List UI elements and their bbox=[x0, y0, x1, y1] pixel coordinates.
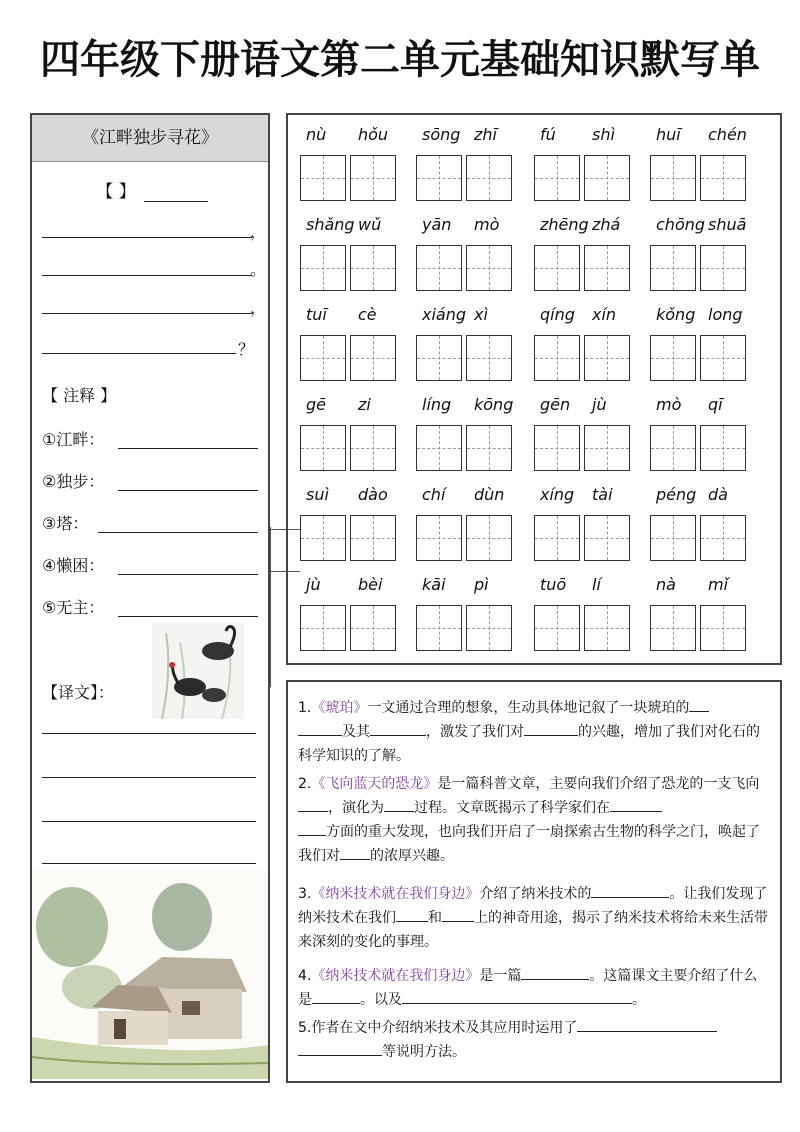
q1-blank-3[interactable] bbox=[370, 721, 426, 736]
note-item bbox=[42, 553, 264, 575]
note-label: ⑤无主： bbox=[42, 598, 105, 617]
poem-panel bbox=[30, 113, 270, 1083]
tianzi-box[interactable] bbox=[466, 515, 512, 561]
q3-book-title: 《纳米技术就在我们身边》 bbox=[311, 886, 480, 902]
tianzi-box[interactable] bbox=[300, 515, 346, 561]
pinyin-syllable: chōng bbox=[656, 215, 706, 234]
poem-punct-3: ， bbox=[250, 298, 267, 317]
question-1 bbox=[298, 696, 768, 768]
note-blank[interactable] bbox=[118, 490, 258, 491]
pinyin-syllable: long bbox=[708, 305, 743, 324]
pinyin-syllable: huī bbox=[656, 125, 681, 144]
q2-num: 2. bbox=[298, 776, 312, 792]
question-4 bbox=[298, 964, 768, 1012]
tianzi-box[interactable] bbox=[650, 515, 696, 561]
q3-blank-2[interactable] bbox=[396, 907, 428, 922]
tianzi-box[interactable] bbox=[534, 155, 580, 201]
q1-text-d: 的兴趣，增加了我们对化石的科学知识的了解。 bbox=[298, 724, 760, 764]
tianzi-box[interactable] bbox=[416, 515, 462, 561]
tianzi-box[interactable] bbox=[584, 515, 630, 561]
note-blank[interactable] bbox=[118, 574, 258, 575]
pinyin-syllable: kāi bbox=[422, 575, 446, 594]
pinyin-panel bbox=[286, 113, 782, 665]
pinyin-syllable: dà bbox=[708, 485, 728, 504]
pinyin-syllable: shuā bbox=[708, 215, 747, 234]
q3-text-b: 。让我们发现了纳米技术在我们 bbox=[298, 886, 768, 926]
q3-blank-1[interactable] bbox=[591, 883, 669, 898]
tianzi-box[interactable] bbox=[466, 335, 512, 381]
poem-line-3[interactable] bbox=[42, 293, 252, 314]
poem-punct-1: ， bbox=[250, 222, 267, 241]
tianzi-box[interactable] bbox=[416, 605, 462, 651]
pinyin-syllable: xì bbox=[474, 305, 488, 324]
q2-blank-5[interactable] bbox=[340, 845, 370, 860]
poem-punct-4: ？ bbox=[238, 340, 255, 359]
translation-line[interactable] bbox=[42, 821, 256, 822]
q4-num: 4. bbox=[298, 968, 312, 984]
pinyin-syllable: yān bbox=[422, 215, 452, 234]
note-label: ④懒困： bbox=[42, 556, 105, 575]
pinyin-syllable: zhēng bbox=[540, 215, 589, 234]
pinyin-syllable: tài bbox=[592, 485, 613, 504]
pinyin-syllable: chén bbox=[708, 125, 747, 144]
q2-book-title: 《飞向蓝天的恐龙》 bbox=[311, 776, 438, 792]
translation-line[interactable] bbox=[42, 777, 256, 778]
q3-text-c: 和 bbox=[428, 910, 442, 926]
tianzi-box[interactable] bbox=[534, 425, 580, 471]
tianzi-box[interactable] bbox=[534, 335, 580, 381]
tianzi-box[interactable] bbox=[584, 425, 630, 471]
q2-blank-3[interactable] bbox=[610, 797, 662, 812]
pinyin-syllable: pì bbox=[474, 575, 489, 594]
tianzi-box[interactable] bbox=[700, 425, 746, 471]
question-5 bbox=[298, 1016, 768, 1064]
pinyin-syllable: xiáng bbox=[422, 305, 467, 324]
pinyin-syllable: gē bbox=[306, 395, 326, 414]
q2-blank-1[interactable] bbox=[298, 797, 328, 812]
translation-line[interactable] bbox=[42, 863, 256, 864]
tianzi-box[interactable] bbox=[350, 605, 396, 651]
tianzi-box[interactable] bbox=[700, 155, 746, 201]
q2-text-a: 是一篇科普文章，主要向我们介绍了恐龙的一支飞向 bbox=[437, 776, 760, 792]
note-blank[interactable] bbox=[118, 448, 258, 449]
q4-text-c: 。以及 bbox=[360, 992, 402, 1008]
pinyin-syllable: bèi bbox=[358, 575, 383, 594]
q4-text-a: 是一篇 bbox=[479, 968, 522, 984]
note-item bbox=[42, 595, 264, 617]
questions-panel bbox=[286, 680, 782, 1083]
pinyin-syllable: zhī bbox=[474, 125, 497, 144]
pinyin-syllable: fú bbox=[540, 125, 556, 144]
pinyin-syllable: jù bbox=[592, 395, 607, 414]
birds-illustration bbox=[152, 623, 244, 719]
tianzi-box[interactable] bbox=[300, 425, 346, 471]
note-label: ①江畔： bbox=[42, 430, 105, 449]
tianzi-box[interactable] bbox=[416, 335, 462, 381]
pinyin-syllable: kōng bbox=[474, 395, 514, 414]
pinyin-syllable: xíng bbox=[540, 485, 575, 504]
pinyin-syllable: shǎng bbox=[306, 215, 355, 234]
pinyin-syllable: nà bbox=[656, 575, 676, 594]
q1-text-b: 及其 bbox=[342, 724, 370, 740]
q2-text-e: 的浓厚兴趣。 bbox=[370, 848, 454, 864]
q1-blank-4[interactable] bbox=[524, 721, 578, 736]
tianzi-box[interactable] bbox=[466, 605, 512, 651]
pinyin-syllable: chí bbox=[422, 485, 446, 504]
pinyin-syllable: nù bbox=[306, 125, 327, 144]
q3-blank-3[interactable] bbox=[442, 907, 474, 922]
pinyin-syllable: sōng bbox=[422, 125, 461, 144]
panel-divider bbox=[270, 527, 271, 687]
q2-blank-4[interactable] bbox=[298, 821, 326, 836]
tianzi-box[interactable] bbox=[300, 605, 346, 651]
poem-author-row bbox=[32, 177, 272, 202]
poem-line-1[interactable] bbox=[42, 217, 252, 238]
pinyin-syllable: jù bbox=[306, 575, 321, 594]
q3-text-d: 上的神奇用途，揭示了纳米技术将给未来生活带来深刻的变化的事理。 bbox=[298, 910, 768, 950]
tianzi-box[interactable] bbox=[700, 245, 746, 291]
tianzi-box[interactable] bbox=[700, 335, 746, 381]
note-item bbox=[42, 511, 264, 533]
tianzi-box[interactable] bbox=[300, 155, 346, 201]
q1-text-c: ，激发了我们对 bbox=[426, 724, 524, 740]
tianzi-box[interactable] bbox=[584, 605, 630, 651]
pinyin-syllable: dùn bbox=[474, 485, 505, 504]
tianzi-box[interactable] bbox=[700, 515, 746, 561]
pinyin-syllable: péng bbox=[656, 485, 697, 504]
tianzi-box[interactable] bbox=[416, 245, 462, 291]
pinyin-syllable: líng bbox=[422, 395, 452, 414]
pinyin-syllable: wǔ bbox=[358, 215, 382, 234]
q5-blank-2[interactable] bbox=[298, 1041, 382, 1056]
q1-blank-2[interactable] bbox=[298, 721, 342, 736]
q4-text-d: 。 bbox=[632, 992, 646, 1008]
author-bracket: 【 】 bbox=[96, 182, 136, 202]
pinyin-syllable: tuō bbox=[540, 575, 567, 594]
tianzi-box[interactable] bbox=[300, 335, 346, 381]
tianzi-box[interactable] bbox=[466, 155, 512, 201]
pinyin-syllable: mò bbox=[474, 215, 500, 234]
pinyin-syllable: hǒu bbox=[358, 125, 389, 144]
tianzi-box[interactable] bbox=[416, 425, 462, 471]
tianzi-box[interactable] bbox=[534, 605, 580, 651]
note-blank[interactable] bbox=[98, 532, 258, 533]
q4-text-b: 。这篇课文主要介绍了什么是 bbox=[298, 968, 758, 1008]
pinyin-syllable: qíng bbox=[540, 305, 575, 324]
tianzi-box[interactable] bbox=[650, 155, 696, 201]
q2-text-b: ，演化为 bbox=[328, 800, 384, 816]
pinyin-syllable: zi bbox=[358, 395, 371, 414]
q4-blank-1[interactable] bbox=[521, 965, 589, 980]
tianzi-box[interactable] bbox=[650, 425, 696, 471]
tianzi-box[interactable] bbox=[650, 335, 696, 381]
question-2 bbox=[298, 772, 768, 868]
pinyin-syllable: gēn bbox=[540, 395, 571, 414]
translation-line[interactable] bbox=[42, 733, 256, 734]
pinyin-syllable: kǒng bbox=[656, 305, 696, 324]
pinyin-syllable: lí bbox=[592, 575, 601, 594]
q5-text-a: 5.作者在文中介绍纳米技术及其应用时运用了 bbox=[298, 1020, 578, 1036]
translation-heading: 【译文】： bbox=[42, 683, 115, 702]
tianzi-box[interactable] bbox=[466, 245, 512, 291]
pinyin-syllable: dào bbox=[358, 485, 388, 504]
q1-num: 1. bbox=[298, 700, 312, 716]
note-blank[interactable] bbox=[118, 616, 258, 617]
tianzi-box[interactable] bbox=[700, 605, 746, 651]
cottage-illustration bbox=[32, 867, 268, 1079]
author-blank[interactable] bbox=[144, 185, 208, 202]
tianzi-box[interactable] bbox=[534, 515, 580, 561]
q5-blank-1[interactable] bbox=[577, 1017, 717, 1032]
pinyin-syllable: suì bbox=[306, 485, 329, 504]
tianzi-box[interactable] bbox=[416, 155, 462, 201]
tianzi-box[interactable] bbox=[350, 515, 396, 561]
q4-book-title: 《纳米技术就在我们身边》 bbox=[311, 968, 480, 984]
poem-line-4[interactable] bbox=[42, 333, 236, 354]
poem-line-2[interactable] bbox=[42, 255, 252, 276]
note-label: ②独步： bbox=[42, 472, 105, 491]
note-item bbox=[42, 427, 264, 449]
q5-text-b: 等说明方法。 bbox=[382, 1044, 466, 1060]
poem-punct-2: 。 bbox=[250, 260, 267, 279]
pinyin-syllable: mò bbox=[656, 395, 682, 414]
note-label: ③塔： bbox=[42, 514, 89, 533]
tianzi-box[interactable] bbox=[650, 605, 696, 651]
q2-text-d: 方面的重大发现，也向我们开启了一扇探索古生物的科学之门，唤起了我们对 bbox=[298, 824, 760, 864]
tianzi-box[interactable] bbox=[650, 245, 696, 291]
pinyin-syllable: qī bbox=[708, 395, 723, 414]
pinyin-syllable: zhá bbox=[592, 215, 621, 234]
q1-text-a: 一文通过合理的想象，生动具体地记叙了一块琥珀的 bbox=[367, 700, 690, 716]
q4-blank-2[interactable] bbox=[312, 989, 360, 1004]
tianzi-box[interactable] bbox=[350, 425, 396, 471]
q4-blank-3[interactable] bbox=[402, 989, 632, 1004]
q2-text-c: 过程。文章既揭示了科学家们在 bbox=[414, 800, 610, 816]
tianzi-box[interactable] bbox=[534, 245, 580, 291]
pinyin-syllable: shì bbox=[592, 125, 615, 144]
tianzi-box[interactable] bbox=[300, 245, 346, 291]
page-title: 四年级下册语文第二单元基础知识默写单 bbox=[40, 37, 760, 83]
tianzi-box[interactable] bbox=[466, 425, 512, 471]
tianzi-box[interactable] bbox=[350, 245, 396, 291]
tianzi-box[interactable] bbox=[584, 155, 630, 201]
pinyin-syllable: mǐ bbox=[708, 575, 729, 594]
tianzi-box[interactable] bbox=[584, 335, 630, 381]
tianzi-box[interactable] bbox=[350, 155, 396, 201]
q3-text-a: 介绍了纳米技术的 bbox=[479, 886, 592, 902]
notes-heading: 【 注释 】 bbox=[42, 386, 117, 405]
pinyin-syllable: tuī bbox=[306, 305, 327, 324]
q1-blank-1[interactable] bbox=[689, 697, 709, 712]
note-item bbox=[42, 469, 264, 491]
q3-num: 3. bbox=[298, 886, 312, 902]
pinyin-syllable: cè bbox=[358, 305, 377, 324]
tianzi-box[interactable] bbox=[350, 335, 396, 381]
q1-book-title: 《琥珀》 bbox=[311, 700, 368, 716]
q2-blank-2[interactable] bbox=[384, 797, 414, 812]
pinyin-syllable: xín bbox=[592, 305, 617, 324]
question-3 bbox=[298, 882, 768, 954]
poem-title: 《江畔独步寻花》 bbox=[32, 115, 268, 162]
tianzi-box[interactable] bbox=[584, 245, 630, 291]
